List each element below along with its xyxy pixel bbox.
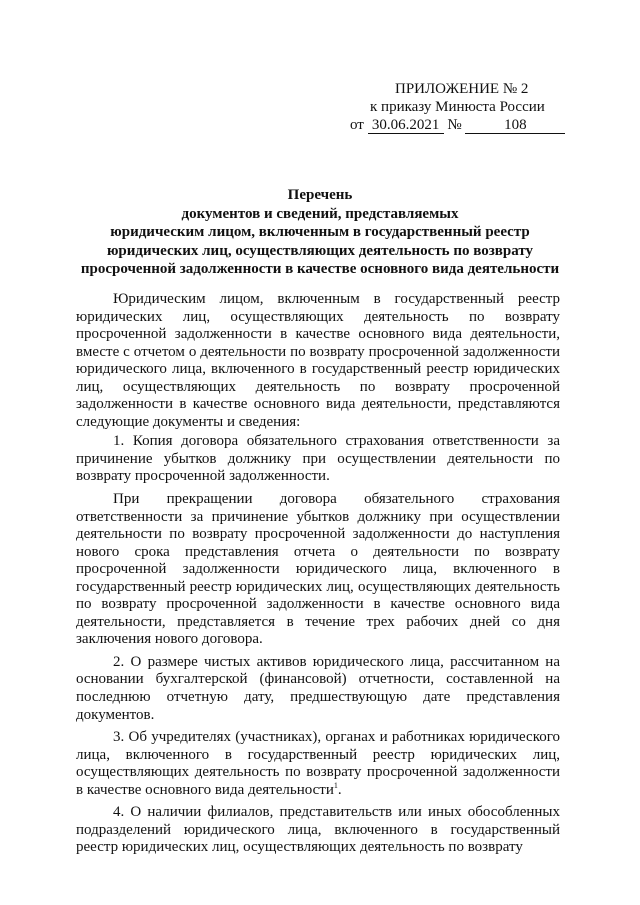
document-body (76, 291, 560, 859)
title-line: документов и сведений, представляемых (181, 205, 459, 222)
item-3-end: . (337, 781, 342, 798)
item-1-note-paragraph: При прекращении договора обязательного страхования ответственности за причинение убытков должнику при осуществлении деятельности по возврату просроченной задолженности до наступления нового срока представления отчета о деятельности по возврату просроченной задолженности юридического лица, включенного в государственный реестр юридических лиц, осуществляющих деятельность по возврату просроченной задолженности в качестве основного вида деятельности, представляется в течение трех рабочих дней со дня заключения нового договора. (76, 491, 560, 648)
item-3-text: 3. Об учредителях (участниках), органах и работниках юридического лица, включенного в государственный реестр юридических лиц, осуществляющих деятельность по возврату просроченной задолженности в качестве основного вида деятельности (76, 729, 560, 798)
title-line: Перечень (287, 187, 353, 203)
footnote-marker: 1 (333, 780, 338, 790)
order-reference: к приказу Минюста России (370, 99, 545, 115)
title-line: юридических лиц, осуществляющих деятельность по возврату (106, 242, 534, 259)
item-2-paragraph: 2. О размере чистых активов юридического лица, рассчитанном на основании бухгалтерской (финансовой) отчетности, составленной на последнюю отчетную дату, предшествующую дате представления документов. (76, 653, 560, 723)
item-1-paragraph: 1. Копия договора обязательного страхования ответственности за причинение убытков должнику при осуществлении деятельности по возврату просроченной задолженности. (76, 433, 560, 485)
order-date-line (350, 116, 570, 134)
appendix-title: ПРИЛОЖЕНИЕ № 2 (395, 81, 529, 97)
document-title (70, 186, 570, 279)
item-4-paragraph: 4. О наличии филиалов, представительств или иных обособленных подразделений юридического лица, включенного в государственный реестр юридических лиц, осуществляющих деятельность по возврату (76, 804, 560, 856)
appendix-header (350, 80, 570, 134)
title-line: юридическим лицом, включенным в государственный реестр (110, 224, 530, 240)
order-date: 30.06.2021 (368, 118, 444, 134)
number-sign: № (447, 117, 462, 133)
date-prefix: от (350, 117, 364, 133)
item-3-paragraph (76, 729, 560, 799)
title-line: просроченной задолженности в качестве основного вида деятельности (80, 261, 560, 277)
intro-paragraph: Юридическим лицом, включенным в государственный реестр юридических лиц, осуществляющих деятельность по возврату просроченной задолженности в качестве основного вида деятельности, вместе с отчетом о деятельности по возврату просроченной задолженности юридического лица, включенного в государственный реестр юридических лиц, осуществляющих деятельность по возврату просроченной задолженности в качестве основного вида деятельности, представляются следующие документы и сведения: (76, 291, 560, 430)
order-number: 108 (465, 118, 565, 134)
